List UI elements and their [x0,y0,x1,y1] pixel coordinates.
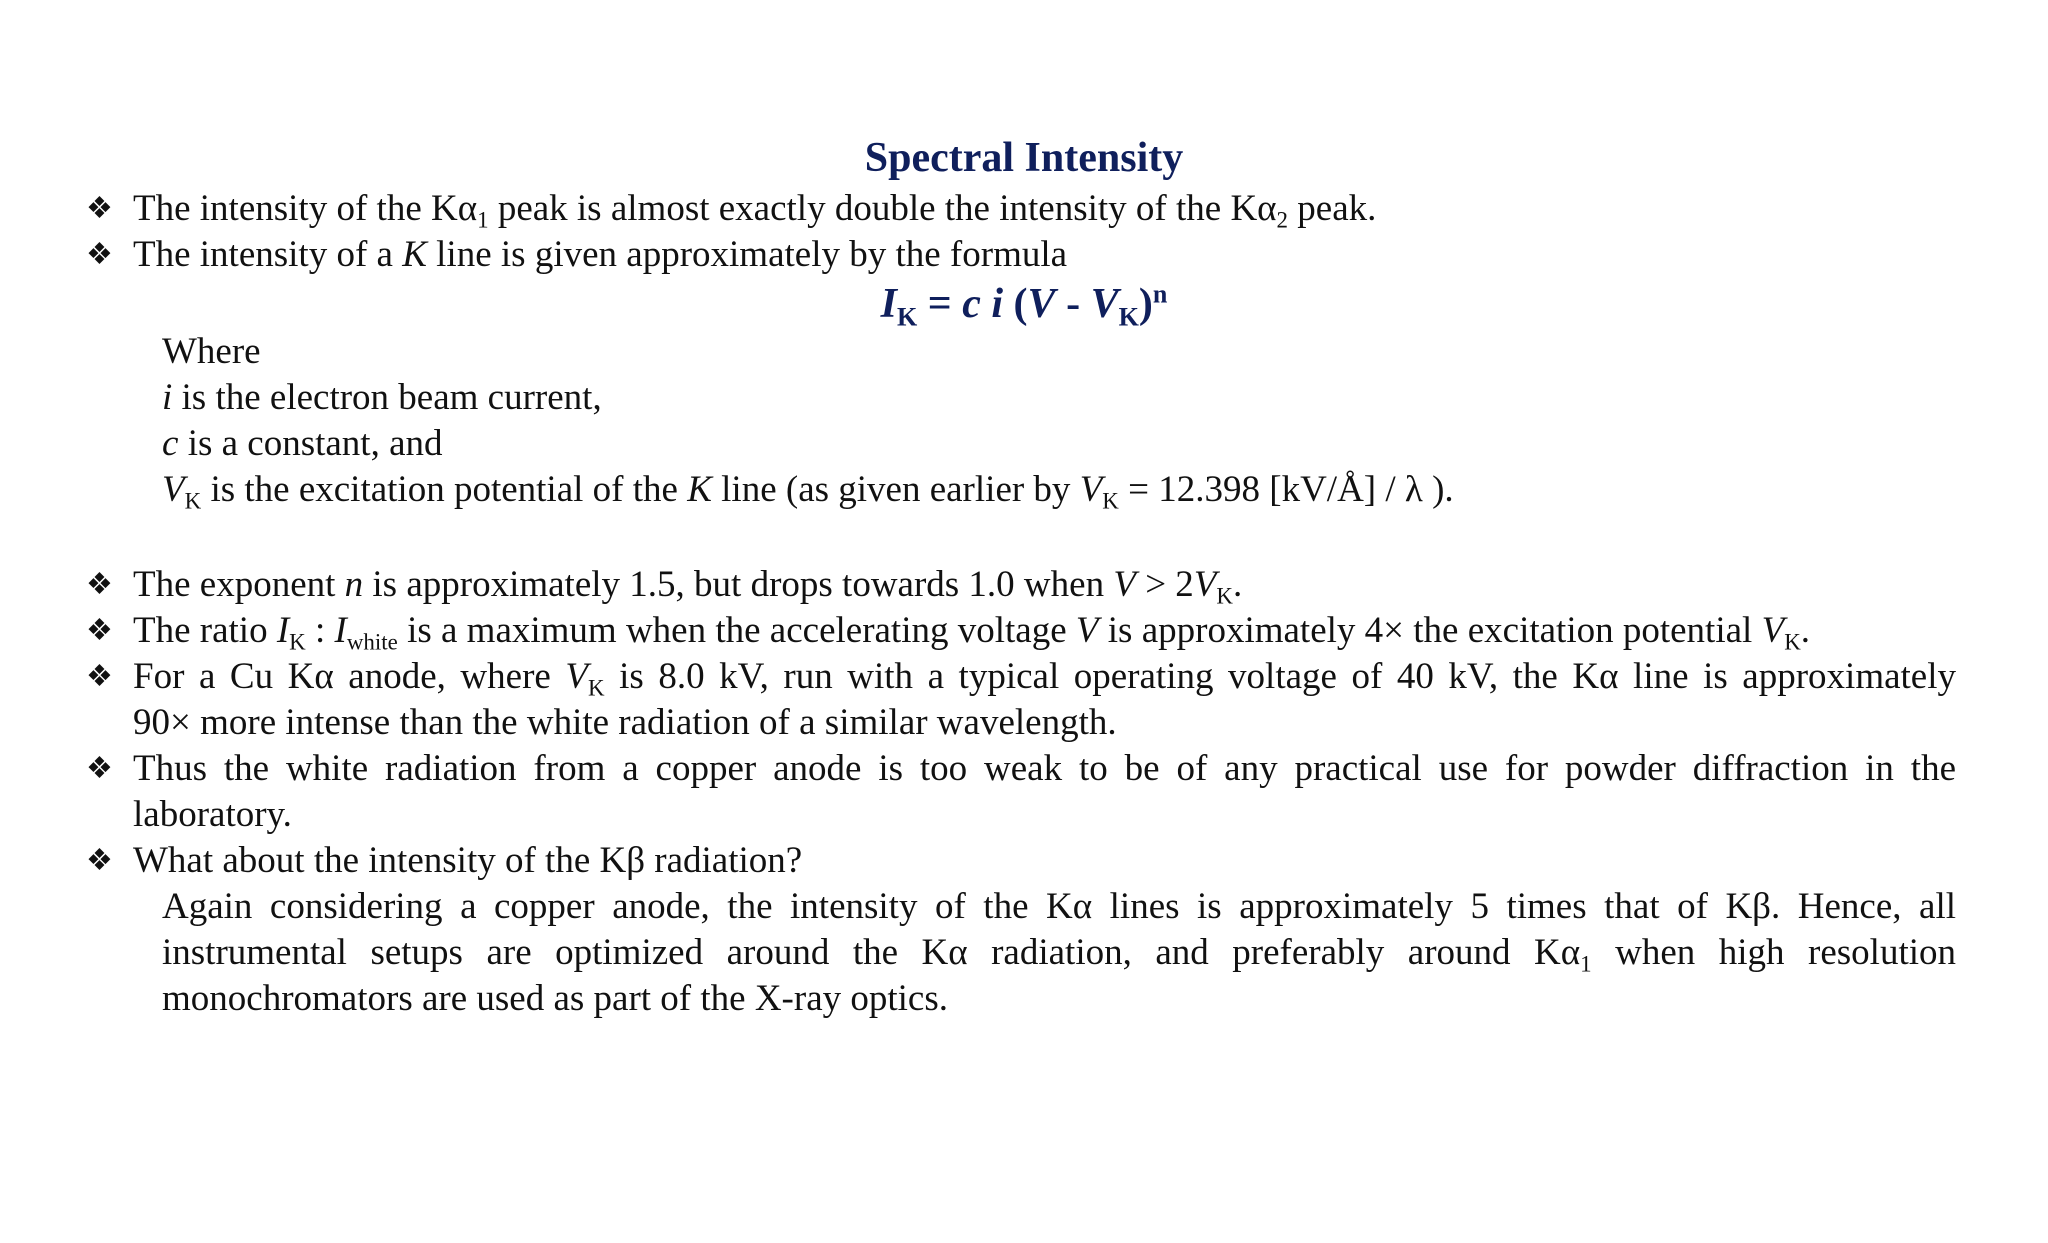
bullet-text-line: laboratory. [133,794,292,835]
where-vk-line: $V_K$ is the excitation potential of the K line (as given earlier by $V_K = 12.398$ [kV/Å] / λ ). [162,469,1454,514]
closing-line: Again considering a copper anode, the intensity of the Kα lines is approximately 5 times that of Kβ. Hence, all [162,886,1956,927]
diamond-bullet-icon: ❖ [86,614,113,647]
diamond-bullet-icon: ❖ [86,568,113,601]
closing-line: instrumental setups are optimized around the Kα radiation, and preferably around $K\alpha_1$ when high resolution [162,932,1957,977]
bullet-text: The exponent n is approximately 1.5, but drops towards 1.0 when $V > 2V_K$. [133,564,1243,609]
intensity-formula: $I_K = c$ i $(V - V_K)^n$ [880,279,1168,332]
diamond-bullet-icon: ❖ [86,192,113,225]
bullet-text: The ratio $I_K$ : $I_{white}$ is a maximum when the accelerating voltage V is approximately 4× the excitation potential $V_K$. [133,610,1811,655]
slide-title: Spectral Intensity [864,135,1184,181]
where-c-line: c is a constant, and [162,423,443,464]
where-label: Where [162,331,261,372]
diamond-bullet-icon: ❖ [86,752,113,785]
diamond-bullet-icon: ❖ [86,660,113,693]
diamond-bullet-icon: ❖ [86,238,113,271]
where-i-line: i is the electron beam current, [162,377,602,418]
bullet-text-line: For a Cu Kα anode, where $V_K$ is 8.0 kV, run with a typical operating voltage of 40 kV, the Kα line is approximately [133,656,1957,701]
bullet-text-line: 90× more intense than the white radiation of a similar wavelength. [133,702,1117,743]
bullet-text: The intensity of a K line is given approximately by the formula [133,234,1068,275]
closing-line: monochromators are used as part of the X-ray optics. [162,978,948,1019]
diamond-bullet-icon: ❖ [86,844,113,877]
bullet-text-line: Thus the white radiation from a copper anode is too weak to be of any practical use for powder diffraction in the [133,748,1956,789]
bullet-text: The intensity of the $K\alpha_1$ peak is almost exactly double the intensity of the $K\alpha_2$ peak. [133,188,1377,233]
bullet-text: What about the intensity of the Kβ radiation? [133,840,803,881]
